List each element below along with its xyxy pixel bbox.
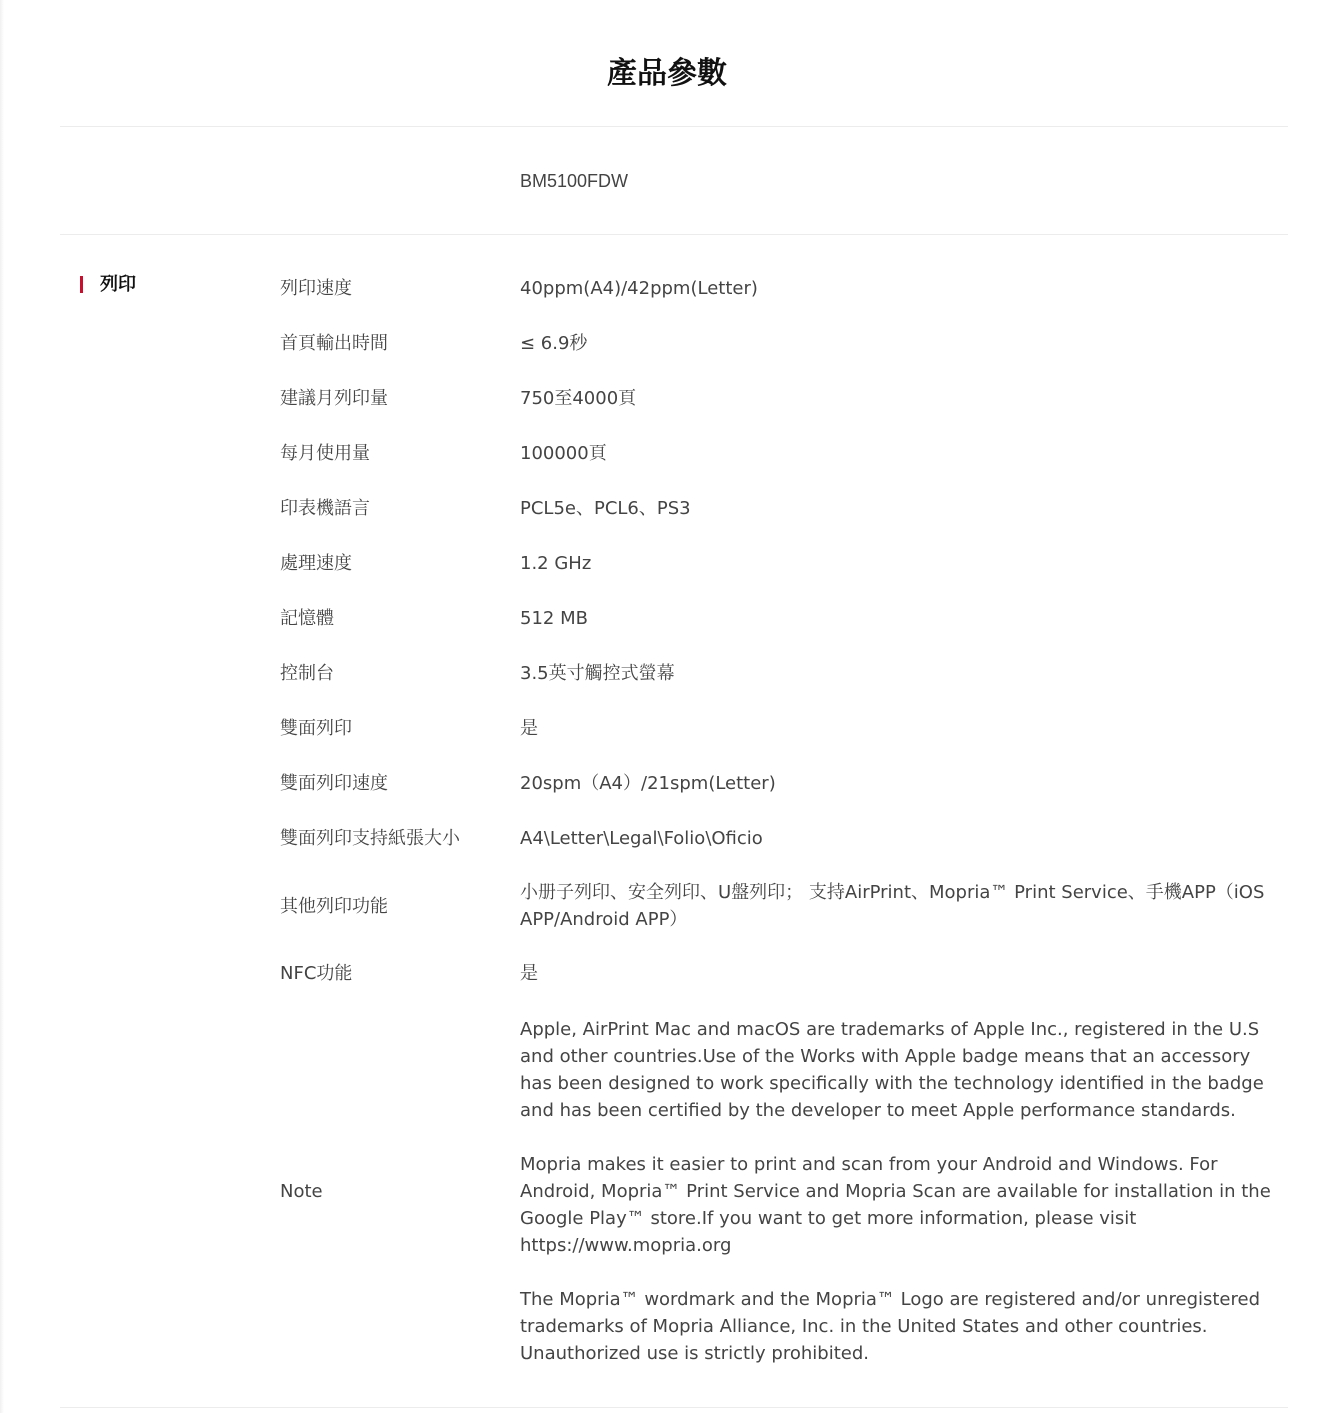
spec-row-print-speed bbox=[280, 261, 1280, 316]
spec-row-first-page-out bbox=[280, 316, 1280, 371]
spec-label: 控制台 bbox=[280, 663, 334, 684]
spec-value: 750至4000頁 bbox=[520, 388, 637, 409]
note-paragraph-trademark: The Mopria™ wordmark and the Mopria™ Logo are registered and/or unregistered trademarks of Mopria Alliance, Inc. in the United States and other countries. Unauthorized use is strictly prohibited. bbox=[520, 1289, 1261, 1364]
spec-label: 建議月列印量 bbox=[280, 388, 388, 409]
spec-value: 是 bbox=[520, 718, 538, 739]
spec-value: 是 bbox=[520, 963, 538, 984]
note-paragraph-mopria: Mopria makes it easier to print and scan from your Android and Windows. For Android, Mopria™ Print Service and Mopria Scan are available for installation in the Google Play™ store.If you want to get more information, please visit https://www.mopria.org bbox=[520, 1154, 1271, 1256]
spec-row-recommended-volume bbox=[280, 371, 1280, 426]
spec-label: 處理速度 bbox=[280, 553, 352, 574]
spec-value: 512 MB bbox=[520, 608, 588, 629]
section-title: 列印 bbox=[100, 274, 136, 295]
spec-value: 40ppm(A4)/42ppm(Letter) bbox=[520, 278, 758, 299]
spec-table bbox=[280, 261, 1280, 1380]
spec-row-duplex bbox=[280, 701, 1280, 756]
spec-label: 首頁輸出時間 bbox=[280, 333, 388, 354]
spec-row-duplex-paper-size bbox=[280, 811, 1280, 866]
section-accent-bar bbox=[80, 276, 83, 293]
spec-label: NFC功能 bbox=[280, 963, 353, 984]
note-label: Note bbox=[280, 1181, 323, 1202]
note-text bbox=[520, 1016, 1280, 1367]
spec-value: PCL5e、PCL6、PS3 bbox=[520, 498, 691, 519]
spec-value: 20spm（A4）/21spm(Letter) bbox=[520, 773, 776, 794]
spec-value: ≤ 6.9秒 bbox=[520, 333, 588, 354]
spec-value: 小册子列印、安全列印、U盤列印； 支持AirPrint、Mopria™ Print Service、手機APP（iOS APP/Android APP） bbox=[520, 882, 1265, 930]
divider-bottom bbox=[60, 1407, 1288, 1408]
page-title: 產品參數 bbox=[607, 56, 727, 91]
note-paragraph-apple: Apple, AirPrint Mac and macOS are trademarks of Apple Inc., registered in the U.S and other countries.Use of the Works with Apple badge means that an accessory has been designed to work specifically with the technology identified in the badge and has been certified by the developer to meet Apple performance standards. bbox=[520, 1019, 1264, 1121]
spec-label: 列印速度 bbox=[280, 278, 352, 299]
spec-value: 1.2 GHz bbox=[520, 553, 592, 574]
spec-value: A4\Letter\Legal\Folio\Oficio bbox=[520, 828, 763, 849]
spec-row-control-panel bbox=[280, 646, 1280, 701]
spec-label: 印表機語言 bbox=[280, 498, 370, 519]
spec-label: 記憶體 bbox=[280, 608, 334, 629]
spec-row-monthly-duty bbox=[280, 426, 1280, 481]
spec-row-note bbox=[280, 1001, 1280, 1380]
divider-model bbox=[60, 234, 1288, 235]
page-edge-shadow bbox=[0, 0, 4, 1413]
model-name: BM5100FDW bbox=[520, 171, 629, 191]
spec-label: 每月使用量 bbox=[280, 443, 370, 464]
spec-value: 100000頁 bbox=[520, 443, 607, 464]
spec-row-other-features bbox=[280, 866, 1280, 946]
spec-value: 3.5英寸觸控式螢幕 bbox=[520, 663, 675, 684]
spec-label: 雙面列印 bbox=[280, 718, 352, 739]
spec-label: 雙面列印支持紙張大小 bbox=[280, 828, 460, 849]
spec-row-printer-language bbox=[280, 481, 1280, 536]
spec-row-processor bbox=[280, 536, 1280, 591]
divider-top bbox=[60, 126, 1288, 127]
spec-row-nfc bbox=[280, 946, 1280, 1001]
spec-row-memory bbox=[280, 591, 1280, 646]
spec-row-duplex-speed bbox=[280, 756, 1280, 811]
spec-label: 其他列印功能 bbox=[280, 895, 388, 917]
spec-label: 雙面列印速度 bbox=[280, 773, 388, 794]
